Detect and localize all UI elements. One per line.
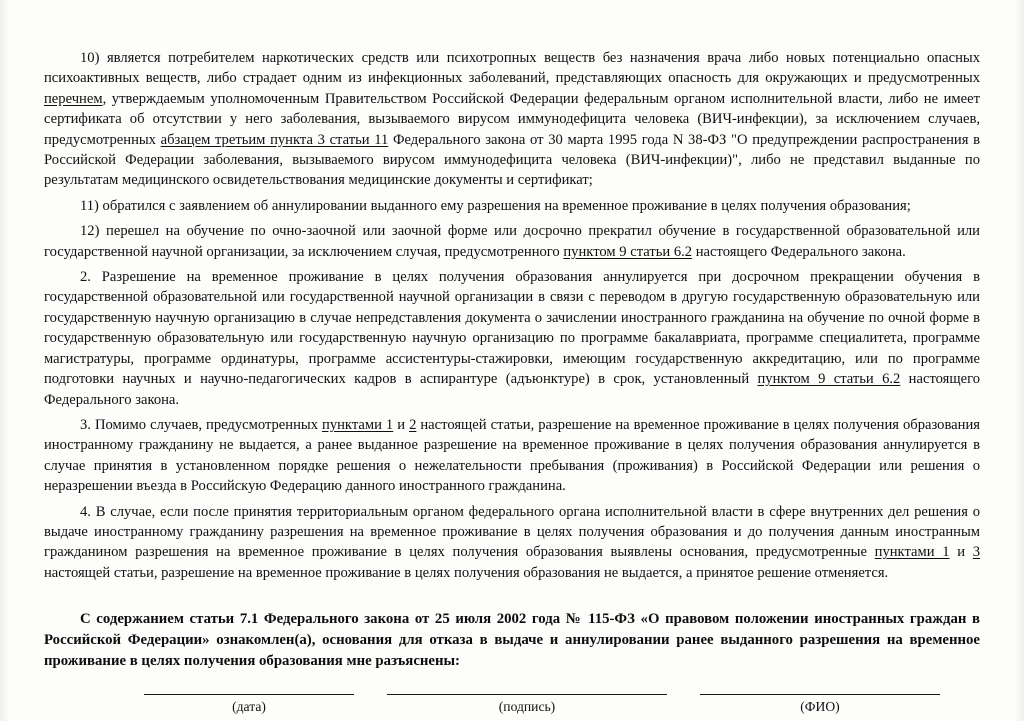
legal-reference-link[interactable]: абзацем третьим пункта 3 статьи 11 bbox=[160, 131, 389, 148]
signature-label: (дата) bbox=[232, 699, 266, 714]
legal-reference-link[interactable]: 2 bbox=[409, 416, 417, 433]
legal-reference-link[interactable]: 3 bbox=[972, 544, 981, 561]
legal-reference-link[interactable]: пунктами 1 bbox=[874, 544, 950, 561]
paragraph-item-10 bbox=[44, 48, 980, 191]
text-run: 2. Разрешение на временное проживание в целях получения образования аннулируется при досрочном прекращении обучения в государственной образовательной или государственной научной организации в связи с переводом в другую государственную образовательную или государственную научную организацию в случае непредставления документа о зачислении иностранного гражданина на обучение по очной форме в государственную образовательную или государственную научную организацию по программе бакалавриата, программе специалитета, программе магистратуры, программе ординатуры, программе ассистентуры-стажировки, имеющим государственную аккредитацию, или по программе подготовки научных и научно-педагогических кадров в аспирантуре (адъюнктуре) в срок, установленный bbox=[44, 269, 980, 388]
text-run: Федерального закона от 30 марта 1995 года N 38-ФЗ "О предупреждении распространения в Российской Федерации заболевания, вызываемого вирусом иммунодефицита человека (ВИЧ-инфекции)", либо не представил выданные по результатам медицинского освидетельствования медицинские документы и сертификат; bbox=[44, 131, 980, 189]
text-run: настоящей статьи, разрешение на временное проживание в целях получения образования не выдается, а принятое решение отменяется. bbox=[44, 564, 889, 581]
signature-line bbox=[144, 694, 354, 695]
signature-line bbox=[700, 694, 940, 695]
signature-field-date[interactable] bbox=[144, 694, 354, 715]
text-run: 3. Помимо случаев, предусмотренных bbox=[80, 416, 323, 433]
signature-field-fullname[interactable] bbox=[700, 694, 940, 715]
signature-line bbox=[387, 694, 667, 695]
text-run: настоящего Федерального закона. bbox=[44, 371, 980, 408]
legal-reference-link[interactable]: пунктами 1 bbox=[322, 416, 394, 433]
text-run: настоящего Федерального закона. bbox=[692, 243, 906, 260]
paragraph-item-11 bbox=[44, 196, 980, 216]
scan-edge-right bbox=[1014, 0, 1024, 721]
signature-label: (ФИО) bbox=[800, 699, 840, 714]
paragraph-item-12 bbox=[44, 221, 980, 262]
text-run: настоящей статьи, разрешение на временное проживание в целях получения образования иностранному гражданину не выдается, а ранее выданное разрешение на временное проживание в целях получения образования аннулируется в случае принятия в установленном порядке решения о нежелательности пребывания (проживания) в Российской Федерации или решения о неразрешении въезда в Российскую Федерацию данного иностранного гражданина. bbox=[44, 416, 980, 495]
scan-edge-left bbox=[0, 0, 10, 721]
legal-reference-link[interactable]: пунктом 9 статьи 6.2 bbox=[757, 371, 901, 388]
text-run: 11) обратился с заявлением об аннулировании выданного ему разрешения на временное проживание в целях получения образования; bbox=[80, 197, 911, 214]
text-run: 12) перешел на обучение по очно-заочной или заочной форме или досрочно прекратил обучение в государственной образовательной или государственной научной организации, за исключением случая, предусмотренного bbox=[44, 223, 980, 260]
text-run: и bbox=[393, 416, 410, 433]
paragraph-item-3 bbox=[44, 415, 980, 497]
legal-reference-link[interactable]: перечнем bbox=[44, 90, 103, 107]
text-run: и bbox=[949, 544, 973, 561]
text-run: 10) является потребителем наркотических средств или психотропных веществ без назначения врача либо новых потенциально опасных психоактивных веществ, либо страдает одним из инфекционных заболеваний, представляющих опасность для окружающих и предусмотренных bbox=[44, 50, 980, 87]
legal-reference-link[interactable]: пунктом 9 статьи 6.2 bbox=[563, 243, 693, 260]
text-run: , утверждаемым уполномоченным Правительством Российской Федерации федеральным органом исполнительной власти, либо не имеет сертификата об отсутствии у него заболевания, вызываемого вирусом иммунодефицита человека (ВИЧ-инфекции), за исключением случаев, предусмотренных bbox=[44, 90, 980, 148]
acknowledgement-text: С содержанием статьи 7.1 Федерального закона от 25 июля 2002 года № 115-ФЗ «О правовом положении иностранных граждан в Российской Федерации» ознакомлен(а), основания для отказа в выдаче и аннулировании ранее выданного разрешения на временное проживание в целях получения образования мне разъяснены: bbox=[44, 611, 980, 670]
paragraph-item-2 bbox=[44, 267, 980, 410]
document-body bbox=[44, 48, 980, 672]
signature-row bbox=[44, 694, 980, 715]
text-run: 4. В случае, если после принятия территориальным органом федерального органа исполнительной власти в сфере внутренних дел решения о выдаче иностранному гражданину разрешения на временное проживание в целях получения образования и до получения данным иностранным гражданином разрешения на временное проживание в целях получения образования выявлены основания, предусмотренные bbox=[44, 503, 980, 561]
signature-label: (подпись) bbox=[498, 699, 556, 714]
signature-field-signature[interactable] bbox=[387, 694, 667, 715]
paragraph-item-4 bbox=[44, 502, 980, 584]
